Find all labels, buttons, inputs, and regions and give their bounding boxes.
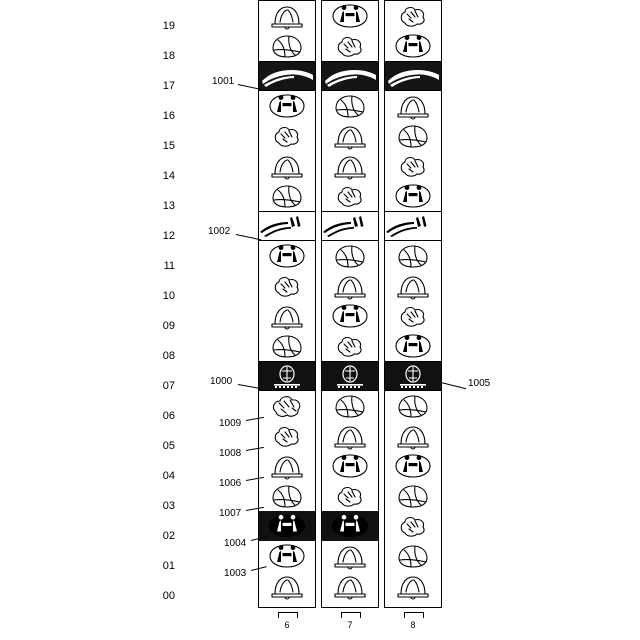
reel-cell (385, 541, 441, 571)
reel-column-8[interactable] (384, 0, 442, 608)
reel-cell (259, 421, 315, 451)
reel-cell (322, 571, 378, 601)
reel-cell (259, 271, 315, 301)
ref-1002: 1002 (208, 226, 231, 237)
row-label: 09 (162, 320, 175, 332)
reel-cell (385, 361, 441, 391)
reel-index-8: 8 (410, 620, 416, 630)
reel-cell (259, 241, 315, 271)
reel-cell (322, 211, 378, 241)
ref-1004: 1004 (224, 538, 247, 549)
reel-cell (259, 181, 315, 211)
row-label: 15 (162, 140, 175, 152)
row-label: 19 (162, 20, 175, 32)
reel-cell (385, 211, 441, 241)
row-label: 07 (162, 380, 175, 392)
ref-1000: 1000 (210, 376, 233, 387)
reel-cell (259, 571, 315, 601)
reel-cell (385, 91, 441, 121)
row-label: 03 (162, 500, 175, 512)
reel-cell (322, 181, 378, 211)
row-label: 10 (162, 290, 175, 302)
reel-cell (259, 91, 315, 121)
ref-1005: 1005 (468, 378, 491, 389)
ref-1003: 1003 (224, 568, 247, 579)
reel-cell (322, 511, 378, 541)
row-label: 16 (162, 110, 175, 122)
row-label: 05 (162, 440, 175, 452)
reel-cell (259, 31, 315, 61)
reel-index-7: 7 (347, 620, 353, 630)
row-label: 14 (162, 170, 175, 182)
row-label: 02 (162, 530, 175, 542)
reel-cell (385, 451, 441, 481)
reel-cell (385, 511, 441, 541)
reel-cell (385, 271, 441, 301)
row-label: 04 (162, 470, 175, 482)
reel-cell (259, 301, 315, 331)
reel-cell (322, 361, 378, 391)
reel-cell (259, 391, 315, 421)
reel-cell (322, 421, 378, 451)
reel-cell (322, 271, 378, 301)
reel-cell (259, 331, 315, 361)
reel-brace-6 (278, 612, 298, 618)
reel-cell (322, 61, 378, 91)
ref-1001: 1001 (212, 76, 235, 87)
reel-cell (322, 541, 378, 571)
reel-index-6: 6 (284, 620, 290, 630)
reel-cell (322, 481, 378, 511)
reel-cell (385, 421, 441, 451)
row-label: 17 (162, 80, 175, 92)
reel-cell (385, 61, 441, 91)
reel-cell (385, 481, 441, 511)
row-label: 08 (162, 350, 175, 362)
reel-cell (322, 91, 378, 121)
leader-line-1005 (441, 382, 466, 389)
reel-cell (385, 31, 441, 61)
reel-cell (322, 331, 378, 361)
ref-1006: 1006 (219, 478, 242, 489)
row-label: 01 (162, 560, 175, 572)
row-label: 13 (162, 200, 175, 212)
reel-cell (322, 1, 378, 31)
reel-cell (259, 451, 315, 481)
reel-cell (259, 1, 315, 31)
ref-1007: 1007 (219, 508, 242, 519)
ref-1008: 1008 (219, 448, 242, 459)
reel-cell (385, 121, 441, 151)
reel-cell (385, 391, 441, 421)
reel-cell (385, 301, 441, 331)
reel-cell (259, 511, 315, 541)
reel-cell (259, 121, 315, 151)
row-label: 00 (162, 590, 175, 602)
reel-cell (259, 61, 315, 91)
reel-cell (385, 151, 441, 181)
reel-cell (322, 241, 378, 271)
reel-brace-8 (404, 612, 424, 618)
reel-cell (385, 241, 441, 271)
reel-column-7[interactable] (321, 0, 379, 608)
reel-cell (385, 571, 441, 601)
reel-cell (322, 391, 378, 421)
reel-cell (259, 211, 315, 241)
reel-cell (259, 151, 315, 181)
reel-cell (322, 31, 378, 61)
reel-cell (259, 361, 315, 391)
row-label: 18 (162, 50, 175, 62)
reel-cell (259, 481, 315, 511)
reel-cell (322, 151, 378, 181)
reel-cell (259, 541, 315, 571)
reel-cell (322, 301, 378, 331)
reel-cell (322, 121, 378, 151)
reel-brace-7 (341, 612, 361, 618)
row-label: 11 (163, 260, 175, 272)
ref-1009: 1009 (219, 418, 242, 429)
reel-cell (385, 1, 441, 31)
reel-column-6[interactable] (258, 0, 316, 608)
row-label: 06 (162, 410, 175, 422)
row-label: 12 (162, 230, 175, 242)
reel-cell (322, 451, 378, 481)
reel-cell (385, 331, 441, 361)
reel-cell (385, 181, 441, 211)
